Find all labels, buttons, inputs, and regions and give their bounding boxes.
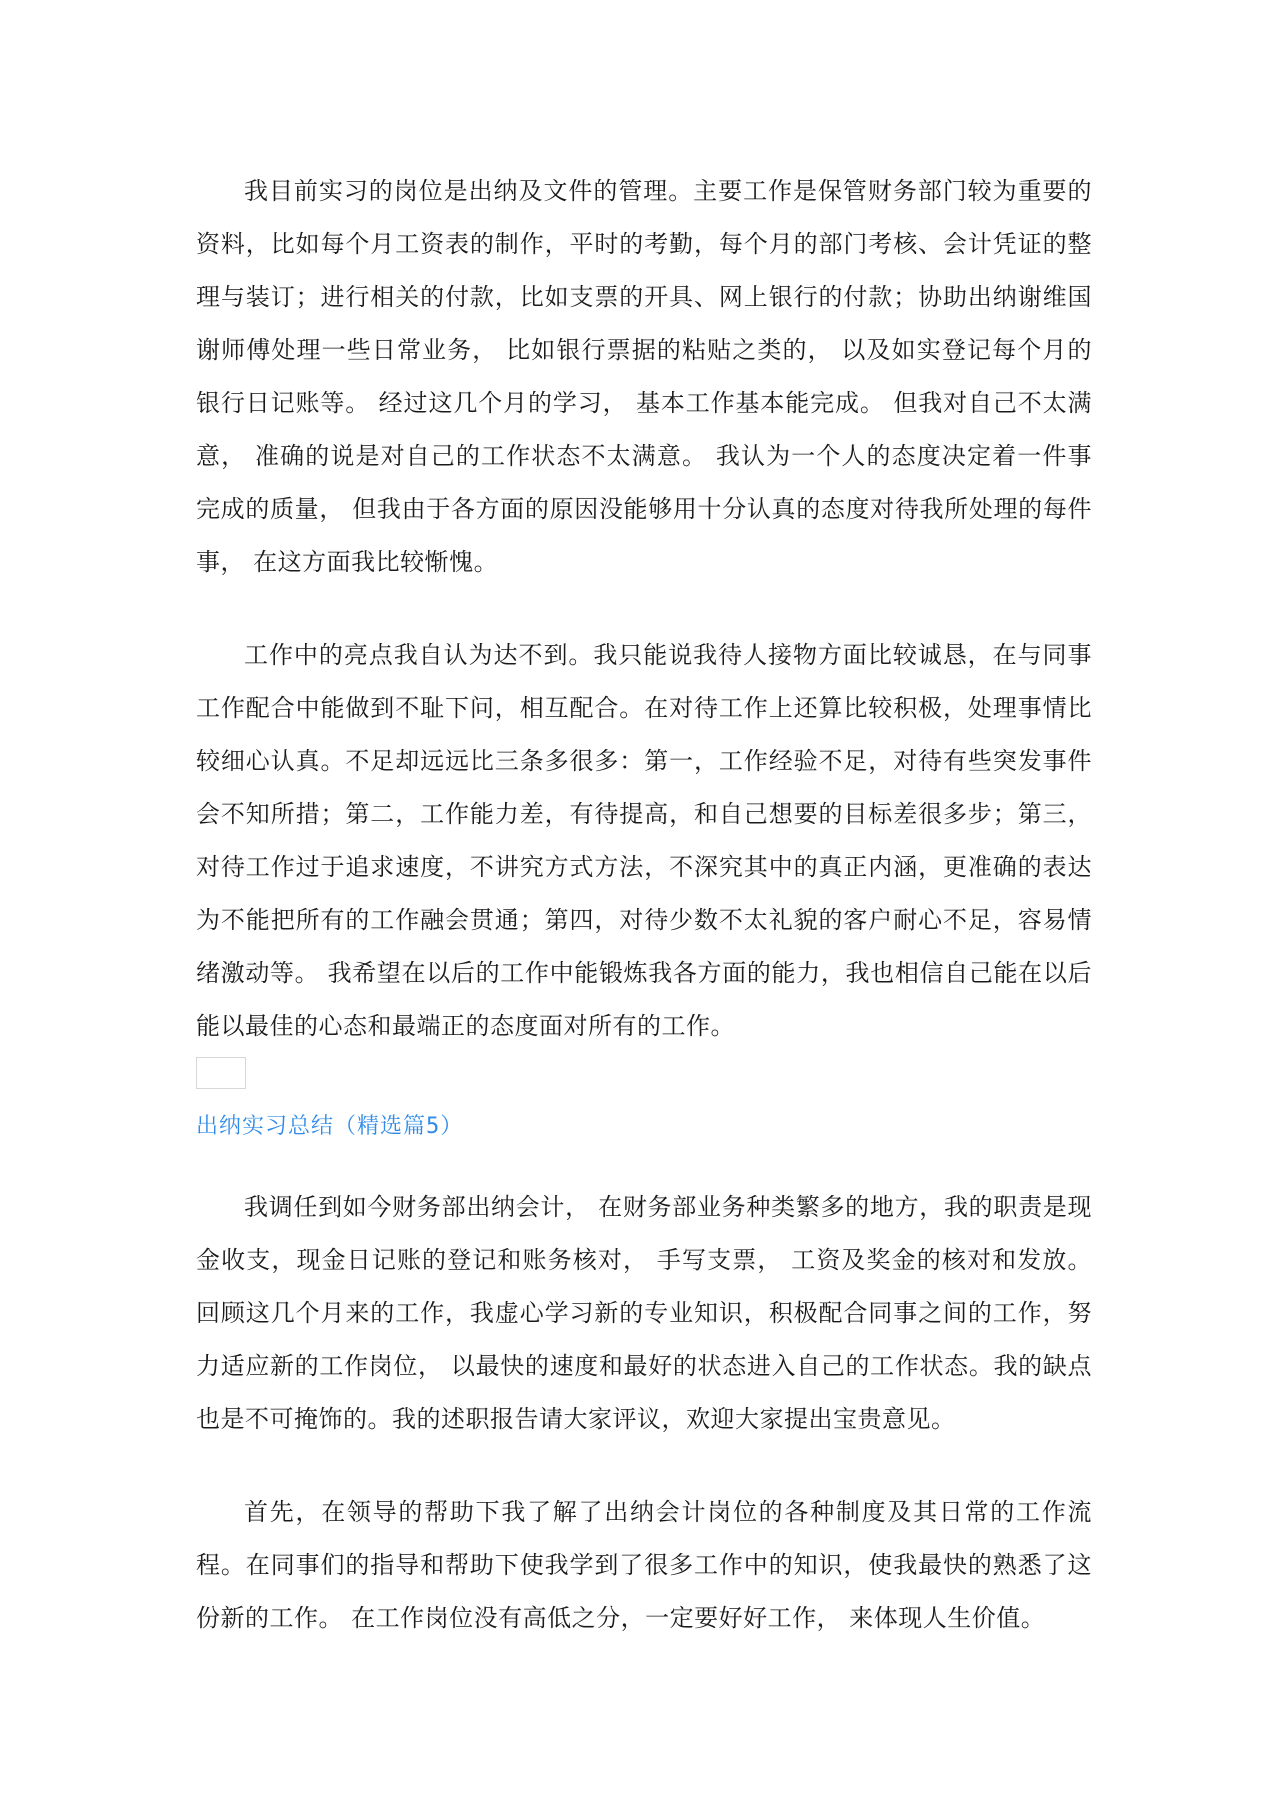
paragraph-4: 首先，在领导的帮助下我了解了出纳会计岗位的各种制度及其日常的工作流程。在同事们的指导和帮助下使我学到了很多工作中的知识，使我最快的熟悉了这份新的工作。 在工作岗位没有高低之分，一定要好好工作， 来体现人生价值。 [196,1498,1092,1632]
paragraph-spacer [196,589,1092,629]
heading-spacer [196,1143,1092,1181]
document-body [196,165,1092,1645]
broken-image-placeholder [196,1057,246,1089]
paragraph-spacer [196,1446,1092,1486]
paragraph-2: 工作中的亮点我自认为达不到。我只能说我待人接物方面比较诚恳，在与同事工作配合中能做到不耻下问，相互配合。在对待工作上还算比较积极，处理事情比较细心认真。不足却远远比三条多很多：第一，工作经验不足，对待有些突发事件会不知所措；第二，工作能力差，有待提高，和自己想要的目标差很多步；第三，对待工作过于追求速度，不讲究方式方法，不深究其中的真正内涵，更准确的表达为不能把所有的工作融会贯通；第四，对待少数不太礼貌的客户耐心不足，容易情绪激动等。 我希望在以后的工作中能锻炼我各方面的能力，我也相信自己能在以后能以最佳的心态和最端正的态度面对所有的工作。 [196,641,1092,1040]
paragraph-1: 我目前实习的岗位是出纳及文件的管理。主要工作是保管财务部门较为重要的资料，比如每个月工资表的制作，平时的考勤，每个月的部门考核、会计凭证的整理与装订；进行相关的付款，比如支票的开具、网上银行的付款；协助出纳谢维国谢师傅处理一些日常业务， 比如银行票据的粘贴之类的， 以及如实登记每个月的银行日记账等。 经过这几个月的学习， 基本工作基本能完成。 但我对自己不太满意， 准确的说是对自己的工作状态不太满意。 我认为一个人的态度决定着一件事完成的质量， 但我由于各方面的原因没能够用十分认真的态度对待我所处理的每件事， 在这方面我比较惭愧。 [196,177,1092,576]
section-heading: 出纳实习总结（精选篇5） [196,1114,464,1139]
paragraph-3: 我调任到如今财务部出纳会计， 在财务部业务种类繁多的地方，我的职责是现金收支，现金日记账的登记和账务核对， 手写支票， 工资及奖金的核对和发放。回顾这几个月来的工作，我虚心学习新的专业知识，积极配合同事之间的工作，努力适应新的工作岗位， 以最快的速度和最好的状态进入自己的工作状态。我的缺点也是不可掩饰的。我的述职报告请大家评议，欢迎大家提出宝贵意见。 [196,1193,1092,1433]
